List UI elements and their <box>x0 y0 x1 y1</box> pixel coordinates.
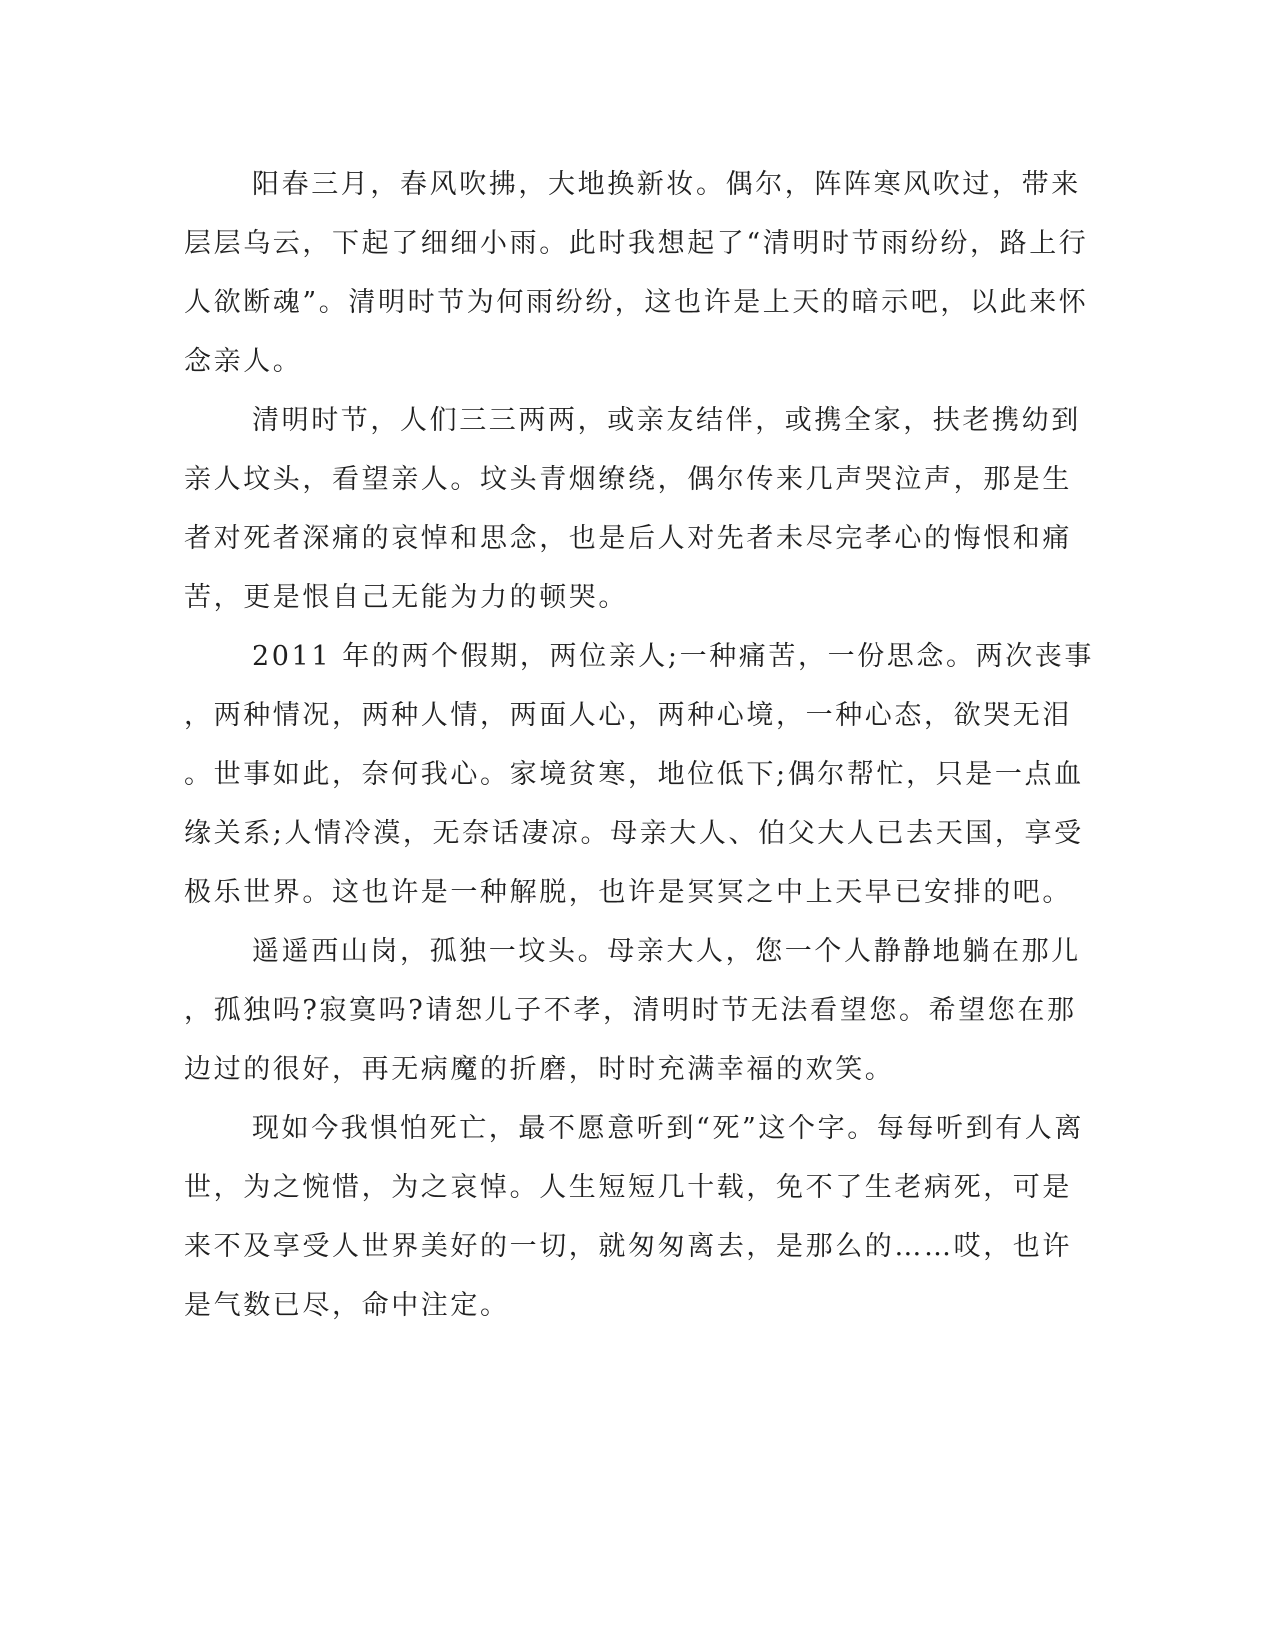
paragraph-1-line-4: 念亲人。 <box>184 346 303 377</box>
paragraph-1-line-3: 人欲断魂”。清明时节为何雨纷纷，这也许是上天的暗示吧，以此来怀 <box>184 287 1089 318</box>
paragraph-2-line-3: 者对死者深痛的哀悼和思念，也是后人对先者未尽完孝心的悔恨和痛 <box>184 523 1072 554</box>
paragraph-3-line-2: ，两种情况，两种人情，两面人心，两种心境，一种心态，欲哭无泪 <box>184 700 1072 731</box>
paragraph-5-line-1: 现如今我惧怕死亡，最不愿意听到“死”这个字。每每听到有人离 <box>252 1113 1085 1144</box>
paragraph-5-line-4: 是气数已尽，命中注定。 <box>184 1290 510 1321</box>
paragraph-3-line-3: 。世事如此，奈何我心。家境贫寒，地位低下;偶尔帮忙，只是一点血 <box>184 759 1084 790</box>
paragraph-3-line-5: 极乐世界。这也许是一种解脱，也许是冥冥之中上天早已安排的吧。 <box>184 877 1072 908</box>
paragraph-1-line-2: 层层乌云，下起了细细小雨。此时我想起了“清明时节雨纷纷，路上行 <box>184 228 1089 259</box>
paragraph-4-line-1: 遥遥西山岗，孤独一坟头。母亲大人，您一个人静静地躺在那儿 <box>252 936 1081 967</box>
paragraph-3-line-4: 缘关系;人情冷漠，无奈话凄凉。母亲大人、伯父大人已去天国，享受 <box>184 818 1084 849</box>
paragraph-2-line-1: 清明时节，人们三三两两，或亲友结伴，或携全家，扶老携幼到 <box>252 405 1081 436</box>
paragraph-3-line-1: 2011 年的两个假期，两位亲人;一种痛苦，一份思念。两次丧事 <box>252 641 1094 672</box>
paragraph-5-line-3: 来不及享受人世界美好的一切，就匆匆离去，是那么的……哎，也许 <box>184 1231 1072 1262</box>
paragraph-4-line-3: 边过的很好，再无病魔的折磨，时时充满幸福的欢笑。 <box>184 1054 895 1085</box>
paragraph-2-line-4: 苦，更是恨自己无能为力的顿哭。 <box>184 582 628 613</box>
article-body <box>184 155 1094 1335</box>
paragraph-4-line-2: ，孤独吗?寂寞吗?请恕儿子不孝，清明时节无法看望您。希望您在那 <box>184 995 1077 1026</box>
paragraph-1-line-1: 阳春三月，春风吹拂，大地换新妆。偶尔，阵阵寒风吹过，带来 <box>252 169 1081 200</box>
paragraph-2-line-2: 亲人坟头，看望亲人。坟头青烟缭绕，偶尔传来几声哭泣声，那是生 <box>184 464 1072 495</box>
paragraph-5-line-2: 世，为之惋惜，为之哀悼。人生短短几十载，免不了生老病死，可是 <box>184 1172 1072 1203</box>
